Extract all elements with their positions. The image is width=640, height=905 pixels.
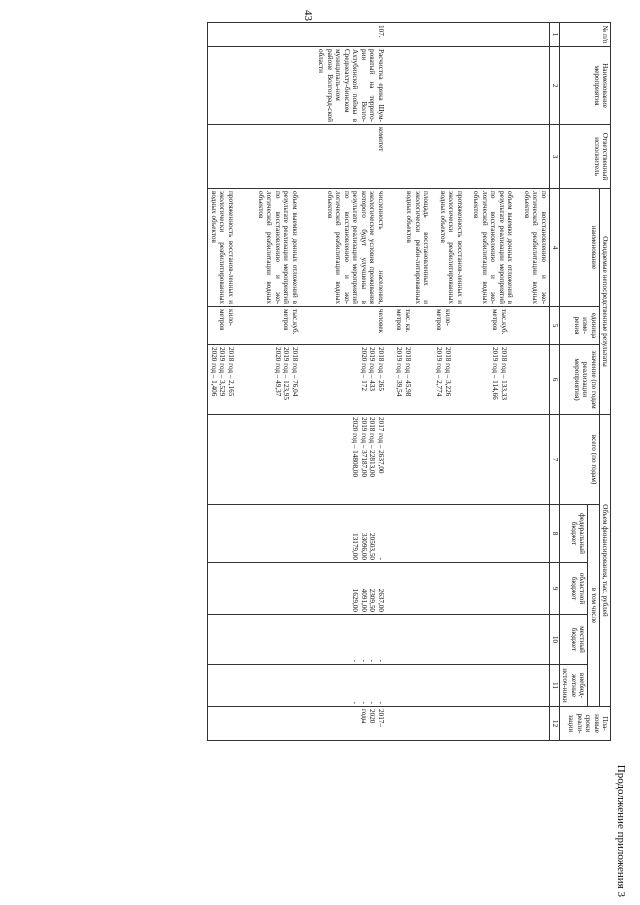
planned-period: 2017– 2020 годы: [208, 707, 386, 741]
offbudget-funding: - - - -: [208, 665, 386, 707]
result-unit: кило-метров: [435, 309, 452, 331]
hdr-funding: Объем финансирования, тыс. рублей: [599, 415, 610, 707]
regional-funding: 2637,00 2309,50 4091,00 1629,00: [208, 563, 386, 615]
page-number: 43: [302, 10, 314, 21]
hdr-exp-name: наименование: [559, 189, 599, 307]
units-cell: [386, 307, 549, 345]
hdr-incl: в том числе: [588, 505, 599, 707]
local-funding: - - - -: [208, 615, 386, 665]
col-num: 7: [549, 415, 559, 505]
result-unit: тыс.куб. метров: [491, 309, 508, 335]
col-num: 8: [549, 505, 559, 563]
result-value: 2018 год – 133,33 2019 год – 114,66: [491, 347, 508, 400]
result-name: площадь восстановленных и экологически реаби-литированных водных объектов: [405, 191, 431, 304]
result-value: 2018 год – 265 2019 год – 433 2020 год – 172: [359, 347, 385, 391]
result-unit: тыс. кв. метров: [395, 309, 412, 333]
hdr-local: местный бюджет: [559, 615, 587, 665]
result-name: протяженность восстанов-ленных и экологически реабилитированных водных объектов: [209, 191, 235, 304]
results-cell: [208, 189, 386, 307]
table-row-107: [208, 23, 386, 741]
continuation-note: Продолжение приложения 3: [615, 764, 627, 897]
result-unit: человек: [376, 309, 385, 334]
results-cell: [386, 189, 549, 307]
hdr-total: всего (по годам): [559, 415, 599, 505]
result-name: объем выемки донных отложений в результате реализации мероприятий по восстановлению и эко-логической реабилитации водных объектов: [256, 191, 299, 304]
total-funding: 2017 год – 2637,00 2018 год – 22813,00 2019 год – 37187,00 2020 год – 14808,00: [208, 415, 386, 505]
hdr-federal: федеральный бюджет: [559, 505, 587, 563]
hdr-no: № п/п: [559, 23, 610, 47]
hdr-offbudget: внебюд-жетные источ-ники: [559, 665, 587, 707]
hdr-expected: Ожидаемые непосредственные результаты: [599, 189, 610, 415]
units-cell: [208, 307, 386, 345]
result-unit: тыс.куб. метров: [282, 309, 299, 335]
col-num: 9: [549, 563, 559, 615]
result-name: по восстановлению и эко-логической реабилитации водных объектов: [522, 191, 548, 304]
col-num: 6: [549, 345, 559, 415]
result-value: 2018 год – 3,226 2019 год – 2,774: [435, 347, 452, 397]
result-name: протяженность восстанов-ленных и экологически реабилитированных водных объектов: [438, 191, 464, 304]
hdr-responsible: Ответственный исполнитель: [559, 125, 610, 189]
result-value: 2018 год – 45,98 2019 год – 39,54: [395, 347, 412, 397]
hdr-exp-unit: единица изме-рения: [559, 307, 599, 345]
table-row-continuation: [386, 23, 549, 741]
hdr-planned: Пла-новые сроки реали-зации: [559, 707, 610, 741]
hdr-name: Наименование мероприятия: [559, 47, 610, 125]
col-num: 2: [549, 47, 559, 125]
col-num: 12: [549, 707, 559, 741]
result-name: объем выемки донных отложений в результате реализации мероприятий по восстановлению и эко-логической реабилитации водных объектов: [472, 191, 515, 304]
col-num: 10: [549, 615, 559, 665]
funding-table: [207, 22, 611, 741]
col-num: 1: [549, 23, 559, 47]
responsible: комитет: [208, 125, 386, 189]
row-number: 107.: [208, 23, 386, 47]
col-num: 5: [549, 307, 559, 345]
hdr-regional: областной бюджет: [559, 563, 587, 615]
result-unit: кило-метров: [218, 309, 235, 331]
result-name: численность населения, экологические условия проживания которого будут улучшены в результате реализации мероприятий по восстановлению и эко-логической реабилитации водных объектов: [325, 191, 385, 304]
col-num: 4: [549, 189, 559, 307]
col-num: 11: [549, 665, 559, 707]
result-value: 2018 год – 76,04 2019 год – 123,95 2020 год – 49,37: [273, 347, 299, 400]
rotated-page: [107, 22, 627, 897]
result-value: 2018 год – 2,165 2019 год – 3,529 2020 год – 1,406: [209, 347, 235, 397]
hdr-exp-value: значение (по годам реализации мероприятия): [559, 345, 599, 415]
values-cell: [208, 345, 386, 415]
values-cell: [386, 345, 549, 415]
col-num: 3: [549, 125, 559, 189]
measure-name: Расчистка ерика Шум-роватый на террито-рии Волго-Ахтубинской поймы в Среднеахту-бинском муниципаль-ном районе Волгоград-ской области: [208, 47, 386, 125]
federal-funding: - 20503,50 33096,00 13179,00: [208, 505, 386, 563]
